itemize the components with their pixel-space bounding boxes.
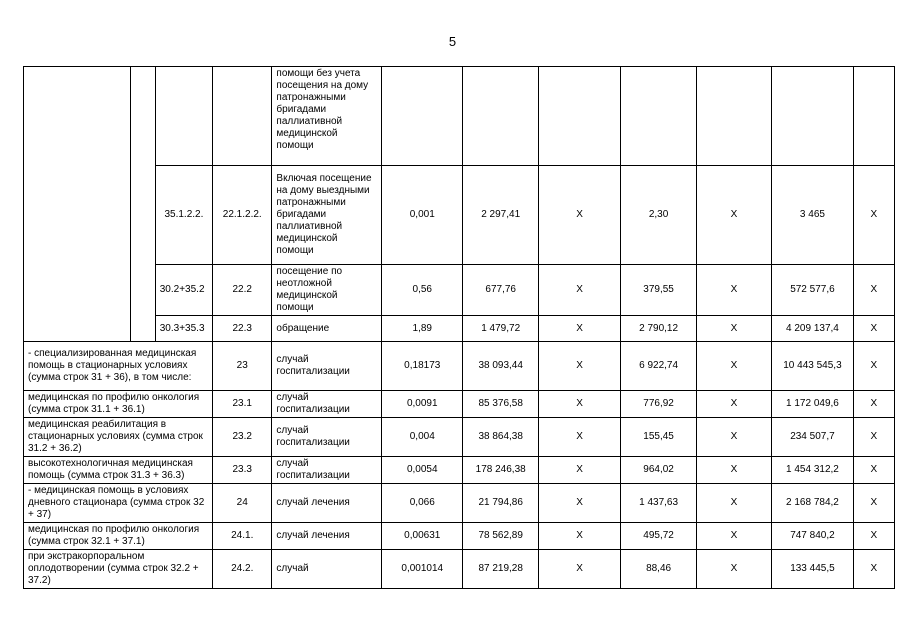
x-cell: Х xyxy=(538,342,620,391)
total-cell: 747 840,2 xyxy=(772,523,853,550)
row-number-cell: 23.2 xyxy=(213,418,272,457)
empty-cell xyxy=(463,67,538,166)
volume-cell: 0,18173 xyxy=(382,342,463,391)
volume-cell: 0,004 xyxy=(382,418,463,457)
cost-cell: 21 794,86 xyxy=(463,484,538,523)
row-number-cell: 23.3 xyxy=(213,457,272,484)
cost-cell: 78 562,89 xyxy=(463,523,538,550)
x-cell: Х xyxy=(853,457,894,484)
x-cell: Х xyxy=(853,550,894,589)
unit-cell: случай госпитализации xyxy=(272,342,382,391)
empty-cell xyxy=(213,67,272,166)
row-label-cell xyxy=(24,67,131,342)
unit-cell: посещение по неотложной медицинской помощи xyxy=(272,265,382,316)
row-number-cell: 23.1 xyxy=(213,391,272,418)
cost-cell: 85 376,58 xyxy=(463,391,538,418)
empty-cell xyxy=(538,67,620,166)
x-cell: Х xyxy=(538,523,620,550)
total-cell: 133 445,5 xyxy=(772,550,853,589)
x-cell: Х xyxy=(696,391,771,418)
volume-cell: 0,56 xyxy=(382,265,463,316)
page-number: 5 xyxy=(448,34,457,49)
table-row xyxy=(24,391,895,418)
total-cell: 3 465 xyxy=(772,166,853,265)
row-number-cell: 24.1. xyxy=(213,523,272,550)
volume-cell: 0,0054 xyxy=(382,457,463,484)
unit-cell: помощи без учета посещения на дому патронажными бригадами паллиативной медицинской помощи xyxy=(272,67,382,166)
volume-cell: 0,0091 xyxy=(382,391,463,418)
per-capita-cell: 1 437,63 xyxy=(621,484,696,523)
x-cell: Х xyxy=(538,550,620,589)
unit-cell: Включая посещение на дому выездными патронажными бригадами паллиативной медицинской помощи xyxy=(272,166,382,265)
volume-cell: 0,066 xyxy=(382,484,463,523)
x-cell: Х xyxy=(853,316,894,342)
table-row xyxy=(24,67,895,166)
unit-cell: обращение xyxy=(272,316,382,342)
x-cell: Х xyxy=(853,418,894,457)
unit-cell: случай госпитализации xyxy=(272,457,382,484)
x-cell: Х xyxy=(538,316,620,342)
total-cell: 10 443 545,3 xyxy=(772,342,853,391)
per-capita-cell: 155,45 xyxy=(621,418,696,457)
volume-cell: 0,00631 xyxy=(382,523,463,550)
row-number-cell: 23 xyxy=(213,342,272,391)
table-row xyxy=(24,484,895,523)
cost-cell: 38 093,44 xyxy=(463,342,538,391)
empty-cell xyxy=(853,67,894,166)
cost-cell: 1 479,72 xyxy=(463,316,538,342)
x-cell: Х xyxy=(696,265,771,316)
x-cell: Х xyxy=(696,316,771,342)
per-capita-cell: 88,46 xyxy=(621,550,696,589)
row-label-cell: медицинская реабилитация в стационарных условиях (сумма строк 31.2 + 36.2) xyxy=(24,418,213,457)
table-row xyxy=(24,418,895,457)
per-capita-cell: 2,30 xyxy=(621,166,696,265)
volume-cell: 0,001014 xyxy=(382,550,463,589)
empty-cell xyxy=(621,67,696,166)
per-capita-cell: 2 790,12 xyxy=(621,316,696,342)
volume-cell: 0,001 xyxy=(382,166,463,265)
row-label-cell: медицинская по профилю онкология (сумма строк 31.1 + 36.1) xyxy=(24,391,213,418)
x-cell: Х xyxy=(853,484,894,523)
table-row xyxy=(24,457,895,484)
x-cell: Х xyxy=(538,265,620,316)
table-row xyxy=(24,523,895,550)
x-cell: Х xyxy=(696,342,771,391)
total-cell: 572 577,6 xyxy=(772,265,853,316)
x-cell: Х xyxy=(696,523,771,550)
x-cell: Х xyxy=(853,166,894,265)
unit-cell: случай лечения xyxy=(272,484,382,523)
unit-cell: случай лечения xyxy=(272,523,382,550)
x-cell: Х xyxy=(538,484,620,523)
total-cell: 234 507,7 xyxy=(772,418,853,457)
row-number-cell: 24.2. xyxy=(213,550,272,589)
x-cell: Х xyxy=(853,391,894,418)
empty-cell xyxy=(130,67,155,342)
unit-cell: случай госпитализации xyxy=(272,418,382,457)
x-cell: Х xyxy=(696,418,771,457)
per-capita-cell: 495,72 xyxy=(621,523,696,550)
row-label-cell: при экстракорпоральном оплодотворении (сумма строк 32.2 + 37.2) xyxy=(24,550,213,589)
row-label-cell: - специализированная медицинская помощь в стационарных условиях (сумма строк 31 + 36), в том числе: xyxy=(24,342,213,391)
data-table xyxy=(23,66,895,589)
x-cell: Х xyxy=(538,166,620,265)
x-cell: Х xyxy=(696,166,771,265)
x-cell: Х xyxy=(696,550,771,589)
cost-cell: 2 297,41 xyxy=(463,166,538,265)
x-cell: Х xyxy=(538,457,620,484)
line-code-cell: 30.2+35.2 xyxy=(155,265,212,316)
total-cell: 4 209 137,4 xyxy=(772,316,853,342)
row-label-cell: - медицинская помощь в условиях дневного стационара (сумма строк 32 + 37) xyxy=(24,484,213,523)
table-row xyxy=(24,550,895,589)
empty-cell xyxy=(772,67,853,166)
total-cell: 2 168 784,2 xyxy=(772,484,853,523)
row-number-cell: 22.2 xyxy=(213,265,272,316)
cost-cell: 178 246,38 xyxy=(463,457,538,484)
row-number-cell: 24 xyxy=(213,484,272,523)
unit-cell: случай xyxy=(272,550,382,589)
line-code-cell: 30.3+35.3 xyxy=(155,316,212,342)
unit-cell: случай госпитализации xyxy=(272,391,382,418)
x-cell: Х xyxy=(696,484,771,523)
x-cell: Х xyxy=(853,265,894,316)
row-label-cell: высокотехнологичная медицинская помощь (сумма строк 31.3 + 36.3) xyxy=(24,457,213,484)
x-cell: Х xyxy=(538,418,620,457)
x-cell: Х xyxy=(853,342,894,391)
x-cell: Х xyxy=(696,457,771,484)
empty-cell xyxy=(382,67,463,166)
empty-cell xyxy=(155,67,212,166)
row-number-cell: 22.1.2.2. xyxy=(213,166,272,265)
cost-cell: 38 864,38 xyxy=(463,418,538,457)
per-capita-cell: 379,55 xyxy=(621,265,696,316)
x-cell: Х xyxy=(853,523,894,550)
row-label-cell: медицинская по профилю онкология (сумма строк 32.1 + 37.1) xyxy=(24,523,213,550)
per-capita-cell: 964,02 xyxy=(621,457,696,484)
volume-cell: 1,89 xyxy=(382,316,463,342)
line-code-cell: 35.1.2.2. xyxy=(155,166,212,265)
total-cell: 1 454 312,2 xyxy=(772,457,853,484)
cost-cell: 87 219,28 xyxy=(463,550,538,589)
cost-cell: 677,76 xyxy=(463,265,538,316)
empty-cell xyxy=(696,67,771,166)
table-row xyxy=(24,342,895,391)
per-capita-cell: 6 922,74 xyxy=(621,342,696,391)
total-cell: 1 172 049,6 xyxy=(772,391,853,418)
per-capita-cell: 776,92 xyxy=(621,391,696,418)
x-cell: Х xyxy=(538,391,620,418)
row-number-cell: 22.3 xyxy=(213,316,272,342)
